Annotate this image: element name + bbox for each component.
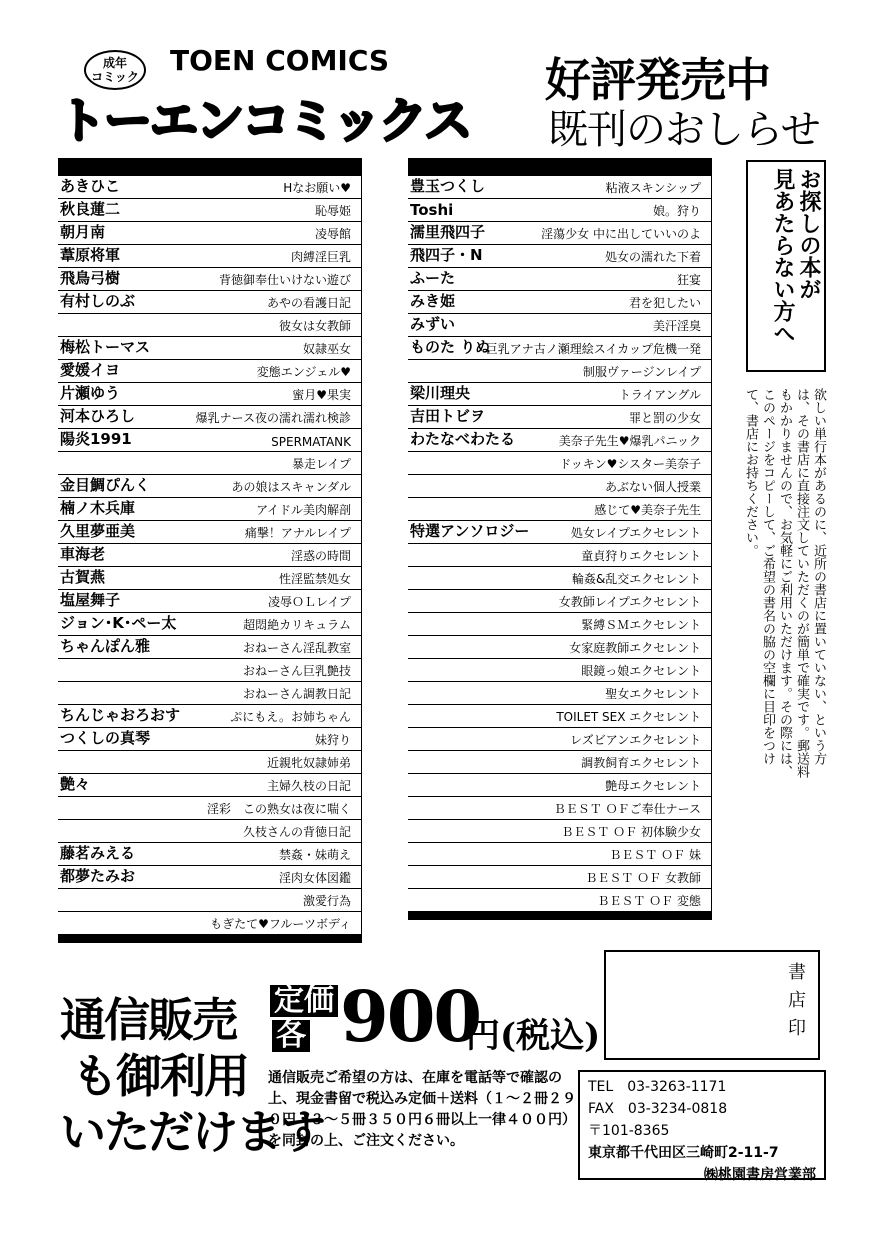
book-title: 淫肉女体図鑑 bbox=[278, 871, 351, 885]
book-row bbox=[58, 682, 361, 705]
stamp-label: 書店印 bbox=[785, 962, 806, 1046]
book-title: 眼鏡っ娘エクセレント bbox=[581, 664, 701, 678]
book-row bbox=[58, 268, 361, 291]
book-author: 朝月南 bbox=[60, 223, 106, 241]
book-author: みずい bbox=[410, 315, 456, 333]
book-title: 淫惑の時間 bbox=[290, 549, 351, 563]
book-title: おねーさん巨乳艶技 bbox=[242, 664, 351, 678]
book-author: 飛四子・N bbox=[410, 246, 483, 264]
book-row bbox=[58, 751, 361, 774]
book-title: 緊縛ＳＭエクセレント bbox=[581, 618, 701, 632]
book-row bbox=[408, 360, 711, 383]
book-author: 秋良蓮二 bbox=[60, 200, 121, 218]
book-title: トライアングル bbox=[618, 388, 701, 402]
book-author: みき姫 bbox=[410, 292, 456, 310]
book-author: 飛鳥弓樹 bbox=[60, 269, 121, 287]
book-title: この熟女は夜に喘く bbox=[242, 802, 351, 816]
price-unit: 円(税込) bbox=[466, 1016, 601, 1056]
book-author: 梁川理央 bbox=[410, 384, 471, 402]
book-author: 都夢たみお bbox=[60, 867, 136, 885]
book-author: つくしの真琴 bbox=[60, 729, 151, 747]
book-title: ＢＥＳＴ ＯＦ 変態 bbox=[597, 894, 701, 908]
book-author: 塩屋舞子 bbox=[60, 591, 121, 609]
book-author: 車海老 bbox=[60, 545, 106, 563]
book-title: ＢＥＳＴ ＯＦ 妹 bbox=[609, 848, 701, 862]
book-title: 輪姦&乱交エクセレント bbox=[571, 572, 701, 586]
badge-line2: コミック bbox=[91, 70, 139, 84]
book-title: 禁姦・妹萌え bbox=[278, 848, 351, 862]
book-row bbox=[58, 199, 361, 222]
book-title: 処女の濡れた下着 bbox=[604, 250, 701, 264]
book-author: あきひこ bbox=[60, 177, 121, 195]
book-row bbox=[58, 291, 361, 314]
book-title: SPERMATANK bbox=[271, 435, 351, 449]
book-row bbox=[408, 337, 711, 360]
book-title: 娘。狩り bbox=[652, 204, 701, 218]
book-row bbox=[58, 337, 361, 360]
book-author: 艶々 bbox=[60, 775, 91, 793]
book-row bbox=[408, 797, 711, 820]
book-title: 久枝さんの背徳日記 bbox=[242, 825, 351, 839]
book-row bbox=[58, 843, 361, 866]
contact-company: ㈱桃園書房営業部 bbox=[704, 1167, 816, 1183]
book-author: 有村しのぶ bbox=[60, 292, 136, 310]
book-row bbox=[58, 705, 361, 728]
book-row bbox=[58, 567, 361, 590]
bookstore-stamp-box bbox=[604, 950, 820, 1060]
book-title: 巨乳アナ古ノ瀬理絵スイカップ危機一発 bbox=[485, 342, 701, 356]
book-title: 妹狩り bbox=[314, 733, 351, 747]
book-series: 淫彩 bbox=[206, 802, 231, 816]
book-author: 吉田トビヲ bbox=[410, 407, 486, 425]
book-title: 調教飼育エクセレント bbox=[581, 756, 701, 770]
book-title: Hなお願い♥ bbox=[283, 181, 351, 195]
book-title: 凌辱ＯＬレイプ bbox=[267, 595, 351, 609]
book-row bbox=[58, 176, 361, 199]
book-row bbox=[58, 360, 361, 383]
book-row bbox=[408, 820, 711, 843]
book-row bbox=[58, 406, 361, 429]
book-row bbox=[58, 245, 361, 268]
book-title: 暴走レイプ bbox=[291, 457, 351, 471]
book-row bbox=[58, 866, 361, 889]
book-title: アイドル美肉解剖 bbox=[256, 503, 351, 517]
book-title: 聖女エクセレント bbox=[605, 687, 701, 701]
mail-order-line1: 通信販売 bbox=[60, 993, 236, 1047]
book-row bbox=[58, 636, 361, 659]
order-instructions: 欲しい単行本があるのに、近所の書店に置いていない、という方は、その書店に直接注文していただくのが簡単で確実です。郵送料もかかりませんので、お気軽にご利用いただけます。その際には、このページをコピーして、ご希望の書名の脇の空欄に目印をつけて、書店にお持ちください。 bbox=[743, 388, 826, 778]
book-title: おねーさん調教日記 bbox=[242, 687, 351, 701]
price-label: 定価 bbox=[270, 985, 338, 1017]
badge-line1: 成年 bbox=[102, 56, 127, 70]
book-row bbox=[408, 245, 711, 268]
book-author: 片瀬ゆう bbox=[60, 384, 121, 402]
book-title: 肉縛淫巨乳 bbox=[290, 250, 351, 264]
list-header-bar bbox=[408, 158, 711, 176]
book-title: レズビアンエクセレント bbox=[570, 733, 701, 747]
mail-order-line2: も御利用 bbox=[72, 1049, 248, 1103]
book-author: 陽炎1991 bbox=[60, 430, 132, 448]
book-author: 久里夢亜美 bbox=[60, 522, 136, 540]
book-row bbox=[58, 659, 361, 682]
search-heading-col2: 見あたらない方へ bbox=[770, 168, 795, 344]
book-author: ちゃんぽん雅 bbox=[60, 637, 151, 655]
book-row bbox=[58, 521, 361, 544]
book-title: 君を犯したい bbox=[628, 296, 701, 310]
book-title: TOILET SEX エクセレント bbox=[556, 710, 701, 724]
book-title: あの娘はスキャンダル bbox=[231, 480, 351, 494]
book-title: 蜜月♥果実 bbox=[292, 388, 351, 402]
book-author: ちんじゃおろおす bbox=[60, 706, 181, 724]
contact-fax: FAX 03-3234-0818 bbox=[588, 1101, 728, 1117]
book-row bbox=[58, 222, 361, 245]
book-row bbox=[408, 199, 711, 222]
book-title: 艶母エクセレント bbox=[605, 779, 701, 793]
subtitle: 既刊のおしらせ bbox=[548, 107, 820, 153]
price-value: 900 bbox=[340, 975, 481, 1058]
book-title: 奴隷巫女 bbox=[302, 342, 351, 356]
book-row bbox=[58, 613, 361, 636]
book-author: 楠ノ木兵庫 bbox=[60, 499, 136, 517]
book-row bbox=[58, 728, 361, 751]
book-title: 粘液スキンシップ bbox=[605, 181, 701, 195]
book-title: 凌辱館 bbox=[314, 227, 351, 241]
brand-en: TOEN COMICS bbox=[170, 44, 390, 77]
search-heading-col1: お探しの本が bbox=[796, 168, 821, 300]
book-row bbox=[408, 176, 711, 199]
book-title: 罪と罰の少女 bbox=[628, 411, 701, 425]
book-title: もぎたて♥フルーツボディ bbox=[210, 917, 351, 931]
book-title: 主婦久枝の日記 bbox=[266, 779, 351, 793]
book-title: あやの看護日記 bbox=[266, 296, 351, 310]
book-author: Toshi bbox=[410, 201, 454, 219]
book-title: 狂宴 bbox=[676, 273, 701, 287]
book-row bbox=[58, 498, 361, 521]
book-row bbox=[58, 889, 361, 912]
book-row bbox=[408, 314, 711, 337]
book-title: あぶない個人授業 bbox=[604, 480, 701, 494]
book-author: ものた りぬ bbox=[410, 338, 491, 356]
book-row bbox=[58, 314, 361, 337]
book-title: ＢＥＳＴ ＯＦ 女教師 bbox=[585, 871, 701, 885]
book-author: 特選アンソロジー bbox=[410, 522, 530, 540]
book-row bbox=[408, 866, 711, 889]
price-each-label: 各 bbox=[272, 1020, 310, 1052]
book-author: 金目鯛ぴんく bbox=[60, 476, 151, 494]
book-title: 近親牝奴隷姉弟 bbox=[266, 756, 351, 770]
book-title: ＢＥＳＴ ＯＦ 初体験少女 bbox=[561, 825, 701, 839]
book-title: 背徳御奉仕いけない遊び bbox=[218, 273, 351, 287]
book-title: 美奈子先生♥爆乳パニック bbox=[558, 434, 701, 448]
book-title: ぷにもえ。お姉ちゃん bbox=[230, 710, 351, 724]
book-author: 愛媛イヨ bbox=[60, 361, 121, 379]
contact-tel: TEL 03-3263-1171 bbox=[588, 1079, 727, 1095]
mail-order-notice: 通信販売ご希望の方は、在庫を電話等で確認の上、現金書留で税込み定価＋送料（１〜２冊２９０円・３〜５冊３５０円６冊以上一律４００円）を同封の上、ご注文ください。 bbox=[268, 1070, 576, 1149]
book-title: ＢＥＳＴ ＯＦご奉仕ナース bbox=[553, 802, 701, 816]
book-author: ジョン･K･ペー太 bbox=[60, 614, 177, 632]
contact-zip: 〒101-8365 bbox=[588, 1123, 670, 1139]
book-row bbox=[58, 774, 361, 797]
book-row bbox=[408, 222, 711, 245]
book-title: おねーさん淫乱教室 bbox=[242, 641, 351, 655]
book-title: 美汗淫臭 bbox=[652, 319, 701, 333]
book-title: 超悶絶カリキュラム bbox=[243, 618, 351, 632]
book-title: ドッキン♥シスター美奈子 bbox=[559, 457, 701, 471]
book-row bbox=[58, 544, 361, 567]
book-author: 古賀燕 bbox=[60, 568, 106, 586]
book-row bbox=[408, 291, 711, 314]
book-row bbox=[408, 889, 711, 912]
book-row bbox=[58, 797, 361, 820]
mail-order-line3: いただけます bbox=[60, 1105, 324, 1159]
book-author: ふーた bbox=[410, 269, 456, 287]
book-author: 濡里飛四子 bbox=[410, 223, 486, 241]
contact-box bbox=[578, 1070, 826, 1183]
left-book-list bbox=[58, 158, 362, 943]
list-footer-bar bbox=[408, 912, 711, 920]
on-sale-heading: 好評発売中 bbox=[545, 53, 770, 107]
book-row bbox=[58, 452, 361, 475]
brand-jp-title: トーエンコミックス bbox=[58, 93, 471, 149]
book-row bbox=[408, 268, 711, 291]
search-heading-box bbox=[746, 160, 826, 372]
book-title: 痛撃！アナルレイプ bbox=[244, 526, 351, 540]
book-author: 豊玉つくし bbox=[410, 177, 486, 195]
book-title: 童貞狩りエクセレント bbox=[581, 549, 701, 563]
list-footer-bar bbox=[58, 935, 361, 943]
book-row bbox=[58, 590, 361, 613]
list-header-bar bbox=[58, 158, 361, 176]
contact-address: 東京都千代田区三崎町2-11-7 bbox=[588, 1145, 779, 1161]
book-author: 河本ひろし bbox=[60, 407, 136, 425]
book-author: わたなべわたる bbox=[410, 430, 516, 448]
book-author: 梅松トーマス bbox=[60, 338, 151, 356]
book-title: 女教師レイプエクセレント bbox=[558, 595, 701, 609]
book-row bbox=[408, 843, 711, 866]
book-title: 淫蕩少女 中に出していいのよ bbox=[541, 227, 701, 241]
book-title: 彼女は女教師 bbox=[278, 319, 351, 333]
book-row bbox=[58, 429, 361, 452]
book-row bbox=[58, 383, 361, 406]
book-row bbox=[58, 912, 361, 935]
book-title: 変態エンジェル♥ bbox=[256, 365, 351, 379]
book-title: 激愛行為 bbox=[302, 894, 351, 908]
book-row bbox=[58, 475, 361, 498]
book-title: 女家庭教師エクセレント bbox=[569, 641, 701, 655]
book-title: 感じて♥美奈子先生 bbox=[594, 503, 701, 517]
book-title: 性淫監禁処女 bbox=[278, 572, 351, 586]
book-title: 爆乳ナース夜の濡れ濡れ検診 bbox=[195, 411, 351, 425]
book-author: 葦原将軍 bbox=[60, 246, 121, 264]
book-author: 藤茗みえる bbox=[60, 844, 136, 862]
book-title: 恥辱姫 bbox=[314, 204, 351, 218]
book-row bbox=[58, 820, 361, 843]
book-title: 制服ヴァージンレイプ bbox=[582, 365, 701, 379]
book-title: 処女レイプエクセレント bbox=[570, 526, 701, 540]
